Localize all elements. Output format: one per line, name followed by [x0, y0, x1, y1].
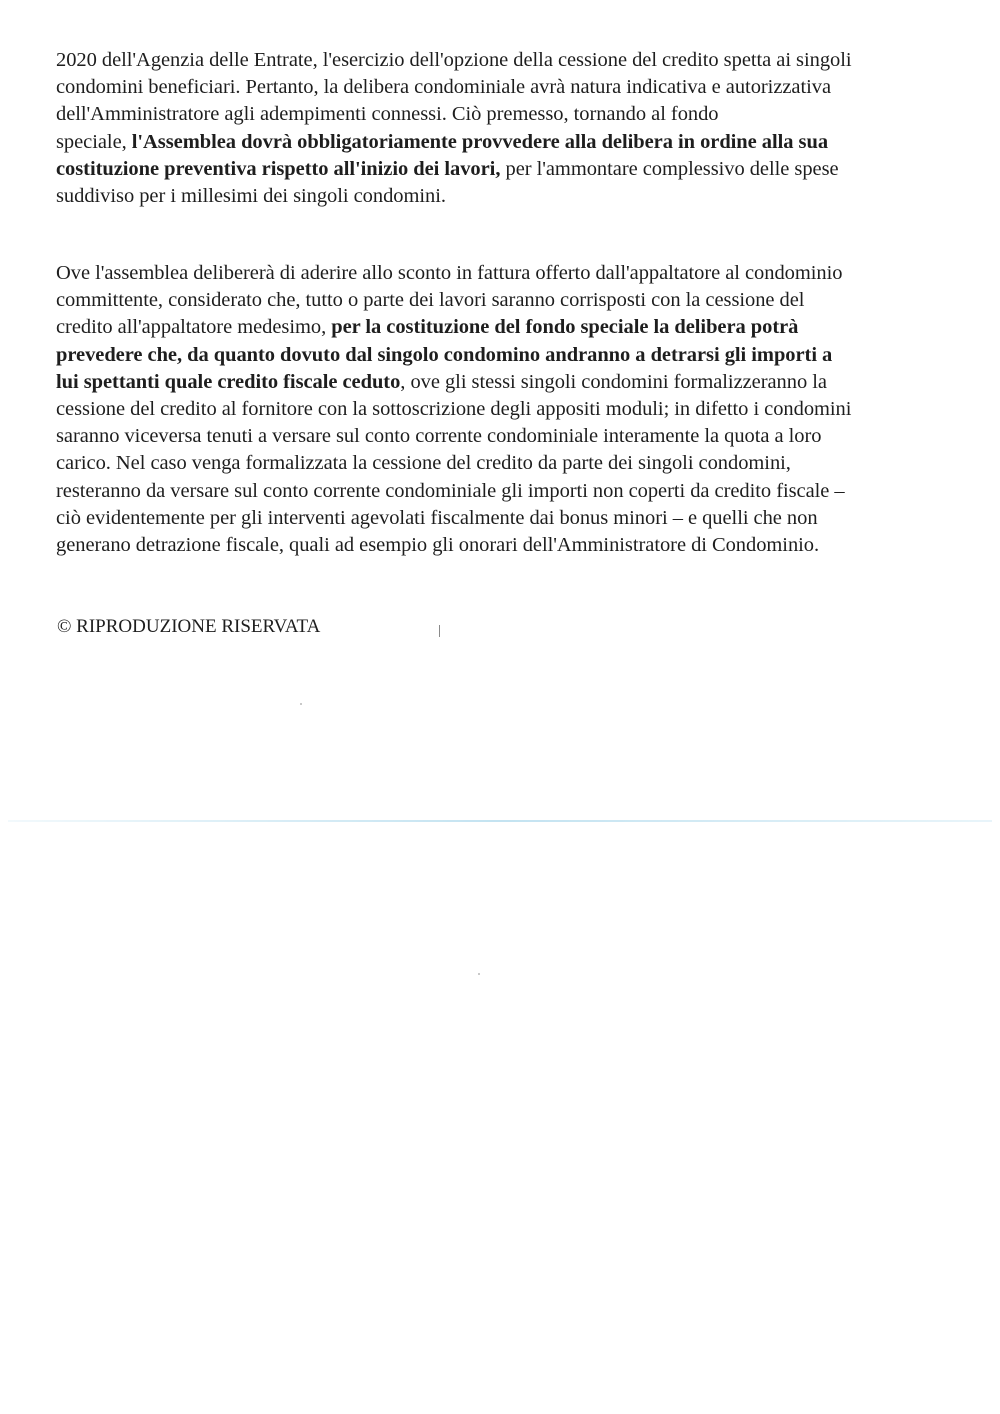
- paragraph-2-bold-text: per la costituzione del fondo speciale la delibera potrà: [331, 316, 799, 339]
- paragraph-1-line: [56, 156, 956, 183]
- scan-speck: [300, 703, 302, 705]
- scan-artifact-line: [8, 820, 992, 822]
- paragraph-1-line: condomini beneficiari. Pertanto, la delibera condominiale avrà natura indicativa e autorizzativa: [56, 76, 832, 99]
- paragraph-2-line: [56, 314, 956, 341]
- paragraph-2-line: Ove l'assemblea delibererà di aderire allo sconto in fattura offerto dall'appaltatore al condominio: [56, 262, 843, 284]
- paragraph-2-line: resteranno da versare sul conto corrente condominiale gli importi non coperti da credito fiscale –: [56, 479, 845, 502]
- paragraph-1-line: dell'Amministratore agli adempimenti connessi. Ciò premesso, tornando al fondo: [56, 103, 719, 126]
- scan-speck: [478, 973, 480, 975]
- paragraph-2-line: generano detrazione fiscale, quali ad esempio gli onorari dell'Amministratore di Condominio.: [56, 534, 820, 557]
- paragraph-2-text: , ove gli stessi singoli condomini formalizzeranno la: [400, 370, 827, 393]
- paragraph-2-bold-text: lui spettanti quale credito fiscale ceduto: [56, 370, 401, 393]
- paragraph-1-text: per l'ammontare complessivo delle spese: [500, 157, 839, 180]
- paragraph-1-line: [56, 129, 956, 156]
- paragraph-1-bold-text: l'Assemblea dovrà obbligatoriamente provvedere alla delibera in ordine alla sua: [131, 130, 829, 153]
- paragraph-1-bold-text: costituzione preventiva rispetto all'inizio dei lavori,: [56, 157, 501, 180]
- copyright-notice: © RIPRODUZIONE RISERVATA: [57, 616, 321, 637]
- paragraph-2-line: carico. Nel caso venga formalizzata la cessione del credito da parte dei singoli condomini,: [56, 452, 791, 475]
- paragraph-2-bold-line: prevedere che, da quanto dovuto dal singolo condomino andranno a detrarsi gli importi a: [56, 343, 833, 366]
- paragraph-1-line: suddiviso per i millesimi dei singoli condomini.: [56, 185, 446, 208]
- paragraph-2-line: committente, considerato che, tutto o parte dei lavori saranno corrisposti con la cessione del: [56, 289, 805, 312]
- paragraph-2-line: saranno viceversa tenuti a versare sul conto corrente condominiale interamente la quota a loro: [56, 425, 822, 448]
- paragraph-1: [56, 47, 956, 210]
- scan-mark: [439, 625, 440, 637]
- paragraph-1-line: 2020 dell'Agenzia delle Entrate, l'esercizio dell'opzione della cessione del credito spetta ai singoli: [56, 49, 852, 71]
- paragraph-1-text: speciale,: [56, 130, 132, 153]
- paragraph-2-line: ciò evidentemente per gli interventi agevolati fiscalmente dai bonus minori – e quelli che non: [56, 506, 818, 529]
- paragraph-2-text: credito all'appaltatore medesimo,: [56, 316, 332, 339]
- paragraph-2: [56, 260, 956, 559]
- paragraph-2-line: [56, 369, 956, 396]
- paragraph-2-line: cessione del credito al fornitore con la sottoscrizione degli appositi moduli; in difetto i condomini: [56, 398, 852, 421]
